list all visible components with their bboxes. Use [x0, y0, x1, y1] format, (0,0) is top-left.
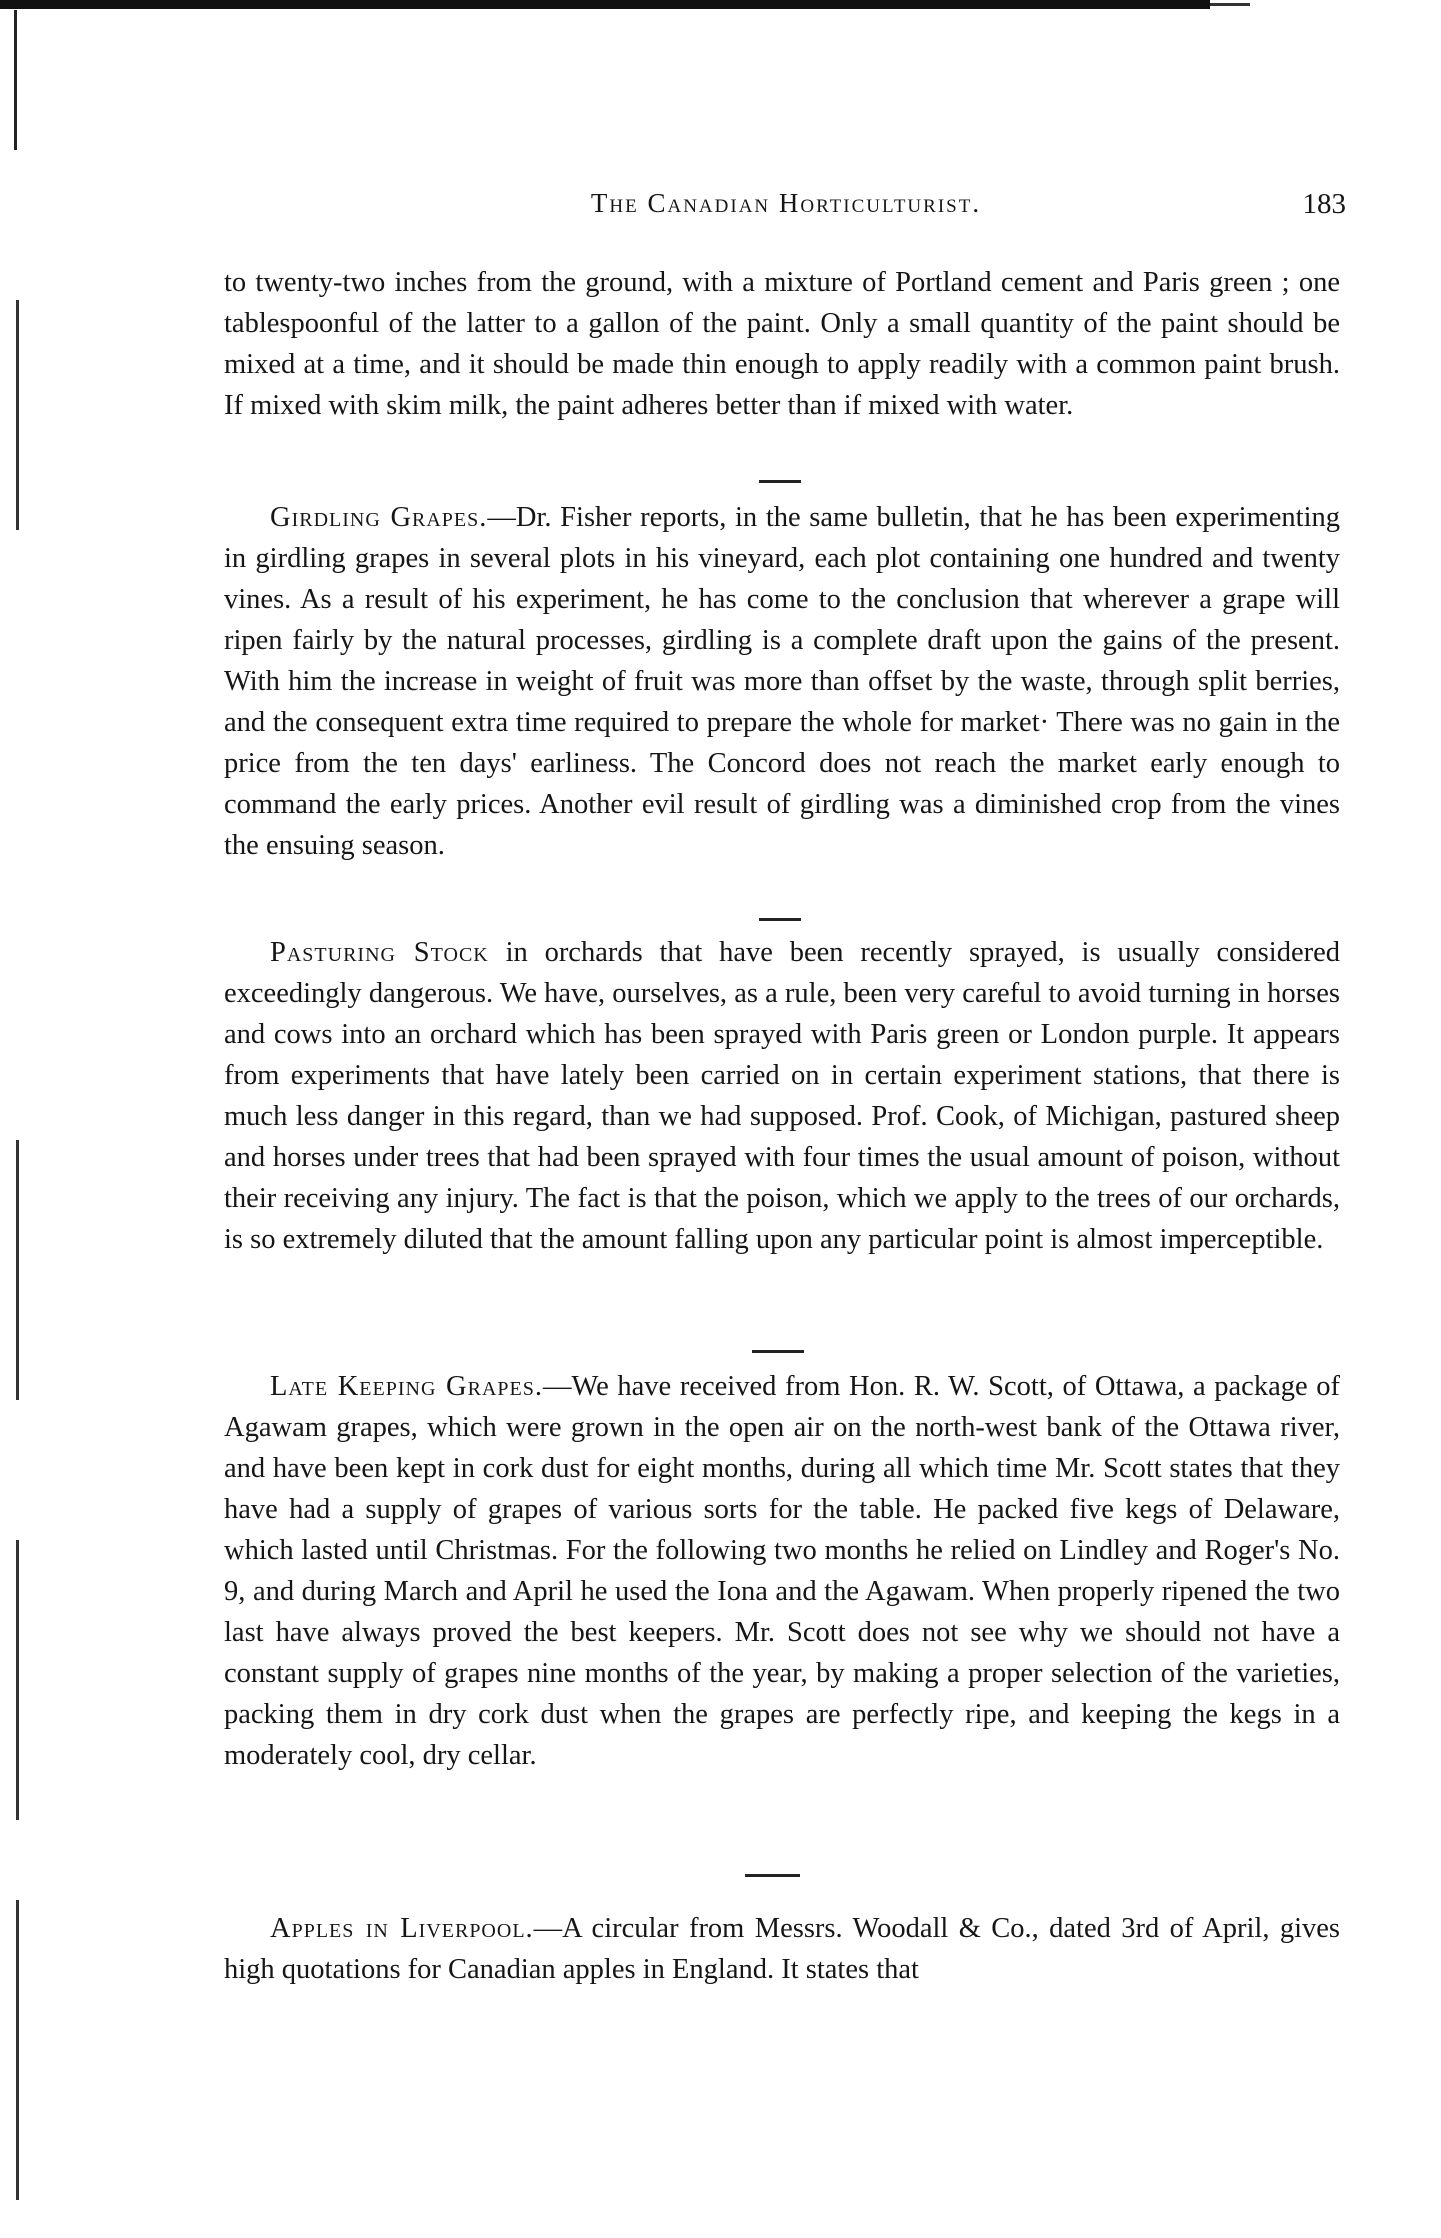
section-divider: [759, 918, 801, 921]
left-margin-mark: [16, 300, 19, 530]
page-number: 183: [1302, 188, 1346, 220]
left-margin-mark: [16, 1540, 19, 1820]
paragraph-caption: Late Keeping Grapes.: [270, 1371, 543, 1402]
paragraph-body: to twenty-two inches from the ground, with a mixture of Portland cement and Paris green ; one tablespoonful of the latter to a gallon of the paint. Only a small quantity of the paint should be mixed at a time, and it should be made thin enough to apply readily with a common paint brush. If mixed with skim milk, the paint adheres better than if mixed with water.: [224, 267, 1340, 421]
paragraph-text: [224, 932, 1340, 1260]
left-page-edge: [14, 10, 17, 150]
paragraph-caption: Pasturing Stock: [270, 937, 489, 968]
paragraph-caption: Girdling Grapes.: [270, 502, 488, 533]
paragraph-caption: Apples in Liverpool.: [270, 1913, 534, 1944]
paragraph-text: [224, 262, 1340, 426]
page-header: [226, 188, 1346, 228]
paragraph-body: in orchards that have been recently sprayed, is usually considered exceedingly dangerous. We have, ourselves, as a rule, been very careful to avoid turning in horses and cows into an orchard which has been sprayed with Paris green or London purple. It appears from experiments that have lately been carried on in certain experiment stations, that there is much less danger in this regard, than we had supposed. Prof. Cook, of Michigan, pastured sheep and horses under trees that had been sprayed with four times the usual amount of poison, without their receiving any injury. The fact is that the poison, which we apply to the trees of our orchards, is so extremely diluted that the amount falling upon any particular point is almost imperceptible.: [224, 937, 1340, 1255]
paragraph-pasturing-stock: [224, 932, 1340, 1260]
left-margin-mark: [16, 1900, 19, 2200]
section-divider: [759, 480, 801, 483]
paragraph-body: —We have received from Hon. R. W. Scott, of Ottawa, a package of Agawam grapes, which were grown in the open air on the north-west bank of the Ottawa river, and have been kept in cork dust for eight months, during all which time Mr. Scott states that they have had a supply of grapes of various sorts for the table. He packed five kegs of Delaware, which lasted until Christmas. For the following two months he relied on Lindley and Roger's No. 9, and during March and April he used the Iona and the Agawam. When properly ripened the two last have always proved the best keepers. Mr. Scott does not see why we should not have a constant supply of grapes nine months of the year, by making a proper selection of the varieties, packing them in dry cork dust when the grapes are perfectly ripe, and keeping the kegs in a moderately cool, dry cellar.: [224, 1371, 1340, 1771]
paragraph-apples-in-liverpool: [224, 1908, 1340, 1990]
section-divider: [745, 1874, 800, 1877]
top-border-rule-tail: [1210, 3, 1250, 6]
running-title: The Canadian Horticulturist.: [590, 188, 982, 218]
paragraph-text: [224, 1366, 1340, 1776]
section-divider: [752, 1350, 804, 1353]
paragraph-late-keeping-grapes: [224, 1366, 1340, 1776]
paragraph-text: [224, 497, 1340, 866]
paragraph-girdling-grapes: [224, 497, 1340, 866]
top-border-rule: [0, 0, 1210, 9]
paragraph-continuation: [224, 262, 1340, 426]
paragraph-body: —Dr. Fisher reports, in the same bulletin, that he has been experimenting in girdling grapes in several plots in his vineyard, each plot containing one hundred and twenty vines. As a result of his experiment, he has come to the conclusion that wherever a grape will ripen fairly by the natural processes, girdling is a complete draft upon the gains of the present. With him the increase in weight of fruit was more than offset by the waste, through split berries, and the consequent extra time required to prepare the whole for market· There was no gain in the price from the ten days' earliness. The Concord does not reach the market early enough to command the early prices. Another evil result of girdling was a diminished crop from the vines the ensuing season.: [224, 502, 1341, 861]
left-margin-mark: [16, 1140, 19, 1400]
paragraph-body: —A circular from Messrs. Woodall & Co., dated 3rd of April, gives high quotations for Canadian apples in England. It states that: [224, 1913, 1340, 1985]
paragraph-text: [224, 1908, 1340, 1990]
